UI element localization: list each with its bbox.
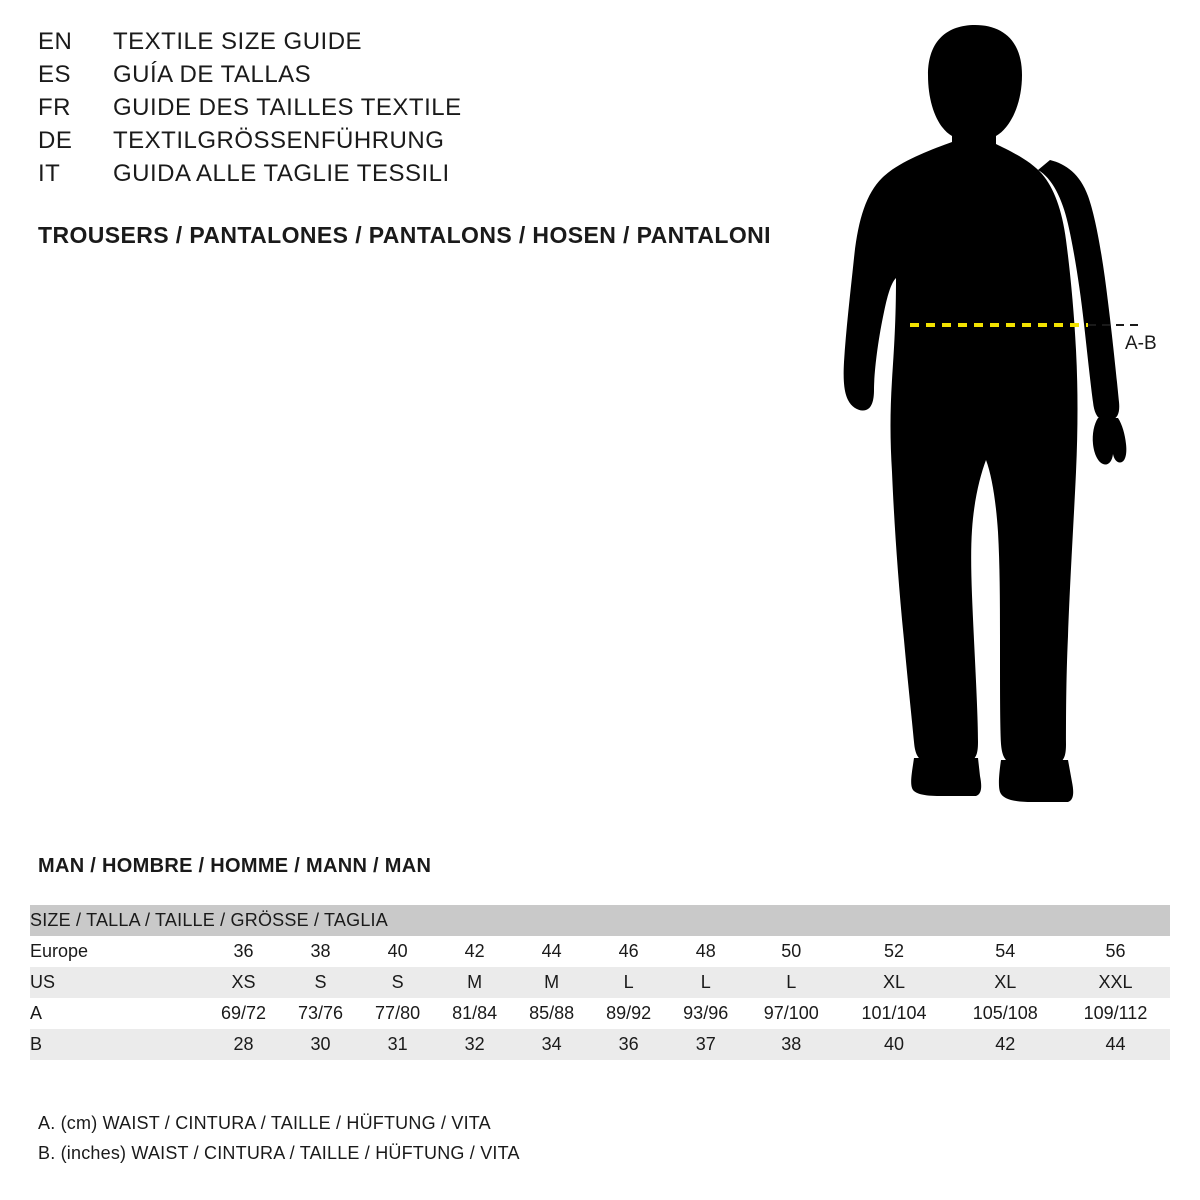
cell-value: 28 [233, 1034, 254, 1054]
cell-value: 38 [781, 1034, 802, 1054]
language-code: IT [38, 160, 61, 187]
table-header-row [30, 905, 1170, 936]
cell-value: 105/108 [972, 1003, 1038, 1023]
cell-value: 73/76 [298, 1003, 344, 1023]
language-title: TEXTILGRÖSSENFÜHRUNG [113, 127, 445, 154]
cell-value: L [786, 972, 797, 992]
cell-value: XS [231, 972, 256, 992]
cell-value: 48 [695, 941, 716, 961]
footnote-a: A. (cm) WAIST / CINTURA / TAILLE / HÜFTUNG / VITA [38, 1113, 491, 1133]
cell-value: M [544, 972, 560, 992]
cell-value: 85/88 [529, 1003, 575, 1023]
cell-value: 56 [1105, 941, 1126, 961]
cell-value: 40 [884, 1034, 905, 1054]
cell-value: 36 [233, 941, 254, 961]
language-code: ES [38, 61, 72, 88]
cell-value: XL [994, 972, 1017, 992]
table-row [30, 967, 1170, 998]
cell-value: 42 [464, 941, 485, 961]
cell-value: 44 [1105, 1034, 1126, 1054]
cell-value: 34 [541, 1034, 562, 1054]
cell-value: XXL [1098, 972, 1133, 992]
cell-value: 37 [695, 1034, 716, 1054]
cell-value: S [391, 972, 404, 992]
cell-value: 44 [541, 941, 562, 961]
table-row [30, 998, 1170, 1029]
cell-value: L [700, 972, 711, 992]
row-label: A [30, 1003, 43, 1023]
section-label-man: MAN / HOMBRE / HOMME / MANN / MAN [38, 855, 432, 877]
row-label: B [30, 1034, 43, 1054]
footnotes [38, 1108, 520, 1168]
language-code: FR [38, 94, 71, 121]
cell-value: 38 [310, 941, 331, 961]
size-table [30, 905, 1170, 1060]
cell-value: M [467, 972, 483, 992]
footnote-b: B. (inches) WAIST / CINTURA / TAILLE / HÜFTUNG / VITA [38, 1143, 520, 1163]
table-header-label: SIZE / TALLA / TAILLE / GRÖSSE / TAGLIA [30, 910, 388, 930]
language-row [38, 94, 798, 127]
cell-value: L [623, 972, 634, 992]
cell-value: 81/84 [452, 1003, 498, 1023]
cell-value: 89/92 [606, 1003, 652, 1023]
cell-value: 69/72 [220, 1003, 267, 1023]
cell-value: 77/80 [375, 1003, 421, 1023]
cell-value: 93/96 [683, 1003, 729, 1023]
row-label: US [30, 972, 56, 992]
cell-value: S [314, 972, 327, 992]
cell-value: 97/100 [763, 1003, 819, 1023]
language-code: DE [38, 127, 73, 154]
garment-title: TROUSERS / PANTALONES / PANTALONS / HOSEN / PANTALONI [38, 222, 771, 248]
language-row [38, 127, 798, 160]
language-title: GUIDE DES TAILLES TEXTILE [113, 94, 462, 121]
silhouette-svg [800, 20, 1200, 810]
cell-value: 54 [995, 941, 1016, 961]
cell-value: 50 [781, 941, 802, 961]
row-label: Europe [30, 941, 89, 961]
cell-value: 36 [618, 1034, 639, 1054]
language-row [38, 160, 798, 193]
cell-value: 32 [464, 1034, 485, 1054]
measure-label: A-B [1125, 333, 1157, 354]
table-row [30, 1029, 1170, 1060]
cell-value: 52 [884, 941, 905, 961]
language-title: GUÍA DE TALLAS [113, 61, 312, 88]
cell-value: 101/104 [861, 1003, 927, 1023]
language-code: EN [38, 28, 73, 55]
cell-value: 30 [310, 1034, 331, 1054]
language-row [38, 28, 798, 61]
language-row [38, 61, 798, 94]
cell-value: 31 [387, 1034, 408, 1054]
cell-value: 46 [618, 941, 639, 961]
language-title: TEXTILE SIZE GUIDE [113, 28, 363, 55]
cell-value: 40 [387, 941, 408, 961]
silhouette-body [844, 25, 1127, 802]
table-row [30, 936, 1170, 967]
cell-value: 109/112 [1083, 1003, 1148, 1023]
language-list [38, 28, 798, 193]
language-title: GUIDA ALLE TAGLIE TESSILI [113, 160, 450, 187]
cell-value: XL [883, 972, 906, 992]
cell-value: 42 [995, 1034, 1016, 1054]
man-silhouette-figure [800, 20, 1200, 810]
